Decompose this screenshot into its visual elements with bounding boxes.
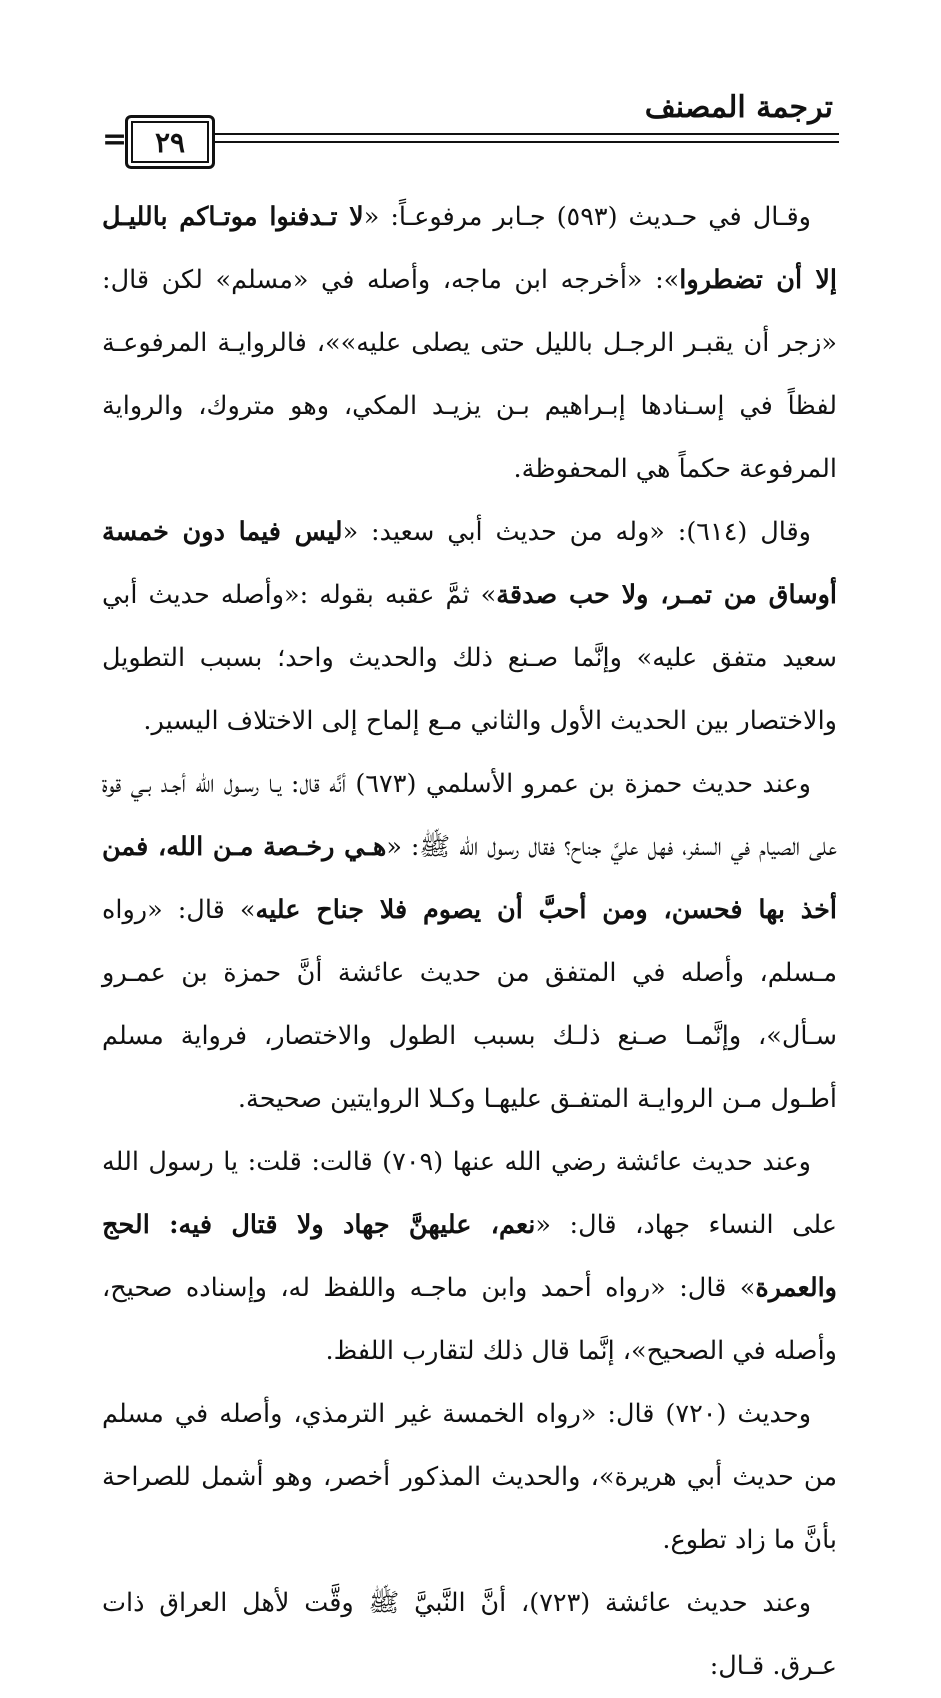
paragraph-2 <box>102 501 837 753</box>
paragraph-5 <box>102 1383 837 1572</box>
bold-hadith-quote: هـي رخـصة مـن الله، فمن أخذ بها فحسن، ومن أحبَّ أن يصوم فلا جناح عليه <box>102 832 837 925</box>
text-segment: وقـال في حـديث (٥٩٣) جـابر مرفوعـاً: « <box>363 202 811 232</box>
bold-hadith-quote: نعم، عليهنَّ جهاد ولا قتال فيه: الحج والعمرة <box>102 1210 837 1303</box>
header-ornament: = <box>102 122 128 157</box>
paragraph-3 <box>102 753 837 1131</box>
text-segment: وقال (٦١٤): «وله من حديث أبي سعيد: « <box>342 517 811 547</box>
bold-hadith-quote: ليس فيما دون خمسة أوساق من تمـر، ولا حب صدقة <box>102 517 837 610</box>
text-segment: وعند حديث حمزة بن عمرو الأسلمي (٦٧٣) أنَّه قال: يـا رسـول الله أجـد بـي قوة على الصيام في السفر، فهل عليَّ جناح؟ فقال رسول الله ﷺ: « <box>102 769 837 862</box>
paragraph-1 <box>102 186 837 501</box>
text-segment: »: «أخرجه ابن ماجه، وأصله في «مسلم» لكن قال: «زجر أن يقبـر الرجـل بالليل حتى يصلى عليه»»، فالروايـة المرفوعـة لفظاً في إسـنادها إبـراهيم بـن يزيـد المكي، وهو متروك، والرواية المرفوعة حكماً هي المحفوظة. <box>102 265 837 484</box>
paragraph-6 <box>102 1572 837 1698</box>
text-segment: » قال: «رواه أحمد وابن ماجـه واللفظ له، وإسناده صحيح، وأصله في الصحيح»، إنَّما قال ذلك لتقارب اللفظ. <box>102 1273 837 1366</box>
text-segment: » قال: «رواه مـسلم، وأصله في المتفق من حديث عائشة أنَّ حمزة بن عمـرو سـأل»، وإنَّمـا صـنع ذلـك بسبب الطول والاختصار، فرواية مسلم أطـول مـن الروايـة المتفـق عليهـا وكـلا الروايتين صحيحة. <box>102 895 837 1114</box>
text-segment: وعند حديث عائشة رضي الله عنها (٧٠٩) قالت: قلت: يا رسول الله على النساء جهاد، قال: « <box>102 1147 837 1240</box>
text-segment: وحديث (٧٢٠) قال: «رواه الخمسة غير الترمذي، وأصله في مسلم من حديث أبي هريرة»، والحديث المذكور أخصر، وهو أشمل للصراحة بأنَّ ما زاد تطوع. <box>102 1399 837 1555</box>
page-number: ٢٩ <box>125 115 215 169</box>
bold-hadith-quote: لا تـدفنوا موتـاكم بالليـل إلا أن تضطروا <box>102 202 837 295</box>
text-segment: » ثمَّ عقبه بقوله :«وأصله حديث أبي سعيد متفق عليه» وإنَّما صـنع ذلك والحديث واحد؛ بسبب التطويل والاختصار بين الحديث الأول والثاني مـع إلماح إلى الاختلاف اليسير. <box>102 580 837 736</box>
running-title: ترجمة المصنف <box>644 90 833 125</box>
body-text <box>102 186 837 1698</box>
paragraph-4 <box>102 1131 837 1383</box>
text-segment: وعند حديث عائشة (٧٢٣)، أنَّ النَّبيَّ ﷺ وقَّت لأهل العراق ذات عـرق. قـال: <box>102 1588 837 1681</box>
header-rule-top <box>215 133 839 135</box>
header-rule-bottom <box>215 141 839 143</box>
